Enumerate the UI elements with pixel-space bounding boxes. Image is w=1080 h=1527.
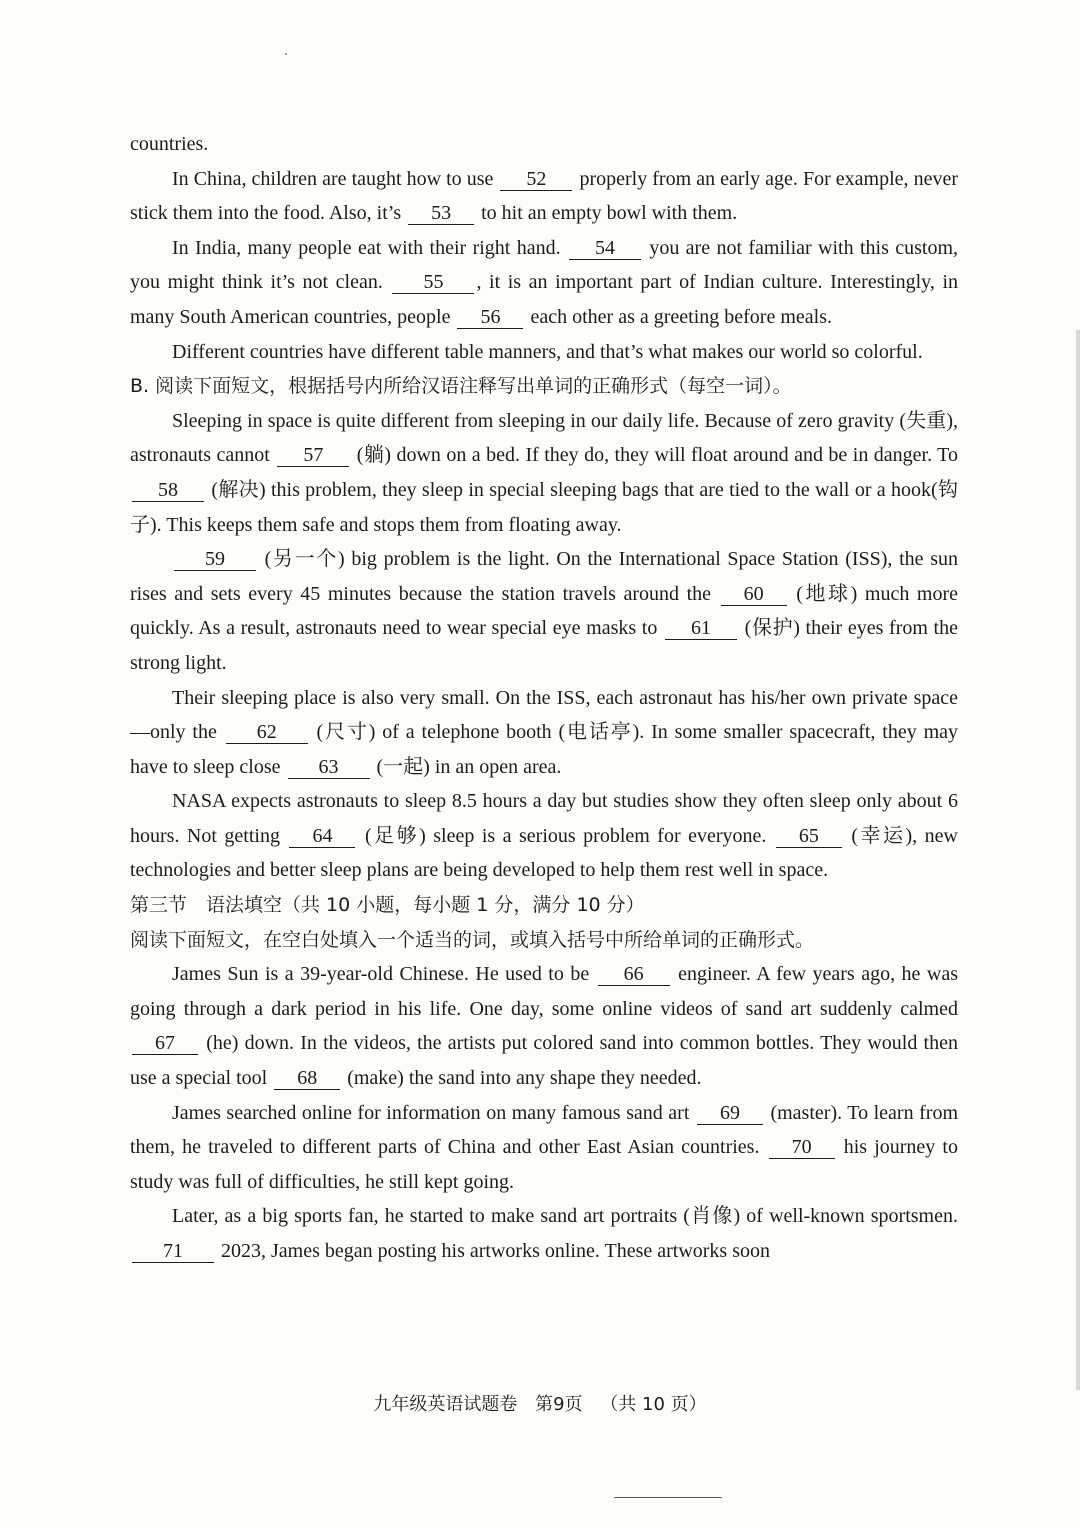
blank-69[interactable]: 69	[697, 1102, 763, 1125]
blank-68[interactable]: 68	[274, 1067, 340, 1090]
blank-63[interactable]: 63	[288, 756, 370, 779]
blank-66[interactable]: 66	[598, 963, 670, 986]
blank-52[interactable]: 52	[500, 168, 572, 191]
paragraph-continuation: countries.	[130, 133, 209, 155]
blank-56[interactable]: 56	[457, 306, 523, 329]
section-b-heading: B. 阅读下面短文，根据括号内所给汉语注释写出单词的正确形式（每空一词）。	[130, 375, 792, 398]
section-3-instruction: 阅读下面短文，在空白处填入一个适当的词，或填入括号中所给单词的正确形式。	[130, 928, 815, 951]
page-edge-shadow	[1076, 330, 1080, 1390]
paragraph-masters: James searched online for information on many famous sand art 69 (master). To learn from them, he traveled to different parts of China and other East Asian countries. 70 his journey to study was full of difficulties, he still kept going.	[130, 1101, 958, 1193]
section-3-heading: 第三节 语法填空（共 10 小题，每小题 1 分，满分 10 分）	[130, 894, 645, 917]
blank-53[interactable]: 53	[408, 202, 474, 225]
blank-57[interactable]: 57	[277, 444, 349, 467]
exam-text	[130, 127, 958, 1269]
blank-54[interactable]: 54	[569, 237, 641, 260]
paragraph-james-sun: James Sun is a 39-year-old Chinese. He used to be 66 engineer. A few years ago, he was going through a dark period in his life. One day, some online videos of sand art suddenly calmed 67 (he) down. In the videos, the artists put colored sand into common bottles. They would then use a special tool 68 (make) the sand into any shape they needed.	[130, 963, 958, 1090]
paragraph-china: In China, children are taught how to use 52 properly from an early age. For example, never stick them into the food. Also, it’s 53 to hit an empty bowl with them.	[130, 167, 958, 225]
blank-71[interactable]: 71	[132, 1240, 214, 1263]
footer-title: 九年级英语试题卷	[373, 1394, 518, 1415]
footer-page-number: 第9页	[535, 1394, 583, 1415]
paragraph-portraits: Later, as a big sports fan, he started to make sand art portraits (肖像) of well-known sportsmen. 71 2023, James began posting his artworks online. These artworks soon	[130, 1199, 958, 1268]
blank-64[interactable]: 64	[289, 825, 355, 848]
paragraph-light: 59 (另一个) big problem is the light. On the International Space Station (ISS), the sun rises and sets every 45 minutes because the station travels around the 60 (地球) much more quickly. As a result, astronauts need to wear special eye masks to 61 (保护) their eyes from the strong light.	[130, 548, 958, 674]
paragraph-nasa: NASA expects astronauts to sleep 8.5 hours a day but studies show they often sleep only about 6 hours. Not getting 64 (足够) sleep is a serious problem for everyone. 65 (幸运), new technologies and better sleep plans are being developed to help them rest well in space.	[130, 790, 958, 882]
blank-59[interactable]: 59	[174, 548, 256, 571]
scan-speck	[285, 53, 287, 55]
footer-total-pages: （共 10 页）	[600, 1394, 707, 1415]
blank-61[interactable]: 61	[665, 617, 737, 640]
bottom-divider	[614, 1497, 722, 1498]
paragraph-sleeping-place: Their sleeping place is also very small. On the ISS, each astronaut has his/her own private space—only the 62 (尺寸) of a telephone booth (电话亭). In some smaller spacecraft, they may have to sleep close 63 (一起) in an open area.	[130, 686, 958, 778]
blank-70[interactable]: 70	[769, 1136, 835, 1159]
paragraph-conclusion: Different countries have different table manners, and that’s what makes our world so colorful.	[172, 340, 923, 363]
paragraph-sleeping-space: Sleeping in space is quite different from sleeping in our daily life. Because of zero gravity (失重), astronauts cannot 57 (躺) down on a bed. If they do, they will float around and be in danger. To 58 (解决) this problem, they sleep in special sleeping bags that are tied to the wall or a hook(钩子). This keeps them safe and stops them from floating away.	[130, 409, 958, 536]
blank-58[interactable]: 58	[132, 479, 204, 502]
page-footer	[0, 1390, 1080, 1416]
blank-62[interactable]: 62	[226, 721, 308, 744]
blank-55[interactable]: 55	[392, 271, 474, 294]
blank-60[interactable]: 60	[721, 583, 787, 606]
blank-67[interactable]: 67	[132, 1032, 198, 1055]
paragraph-india: In India, many people eat with their right hand. 54 you are not familiar with this custom, you might think it’s not clean. 55 , it is an important part of Indian culture. Interestingly, in many South American countries, people 56 each other as a greeting before meals.	[130, 236, 959, 328]
blank-65[interactable]: 65	[776, 825, 842, 848]
